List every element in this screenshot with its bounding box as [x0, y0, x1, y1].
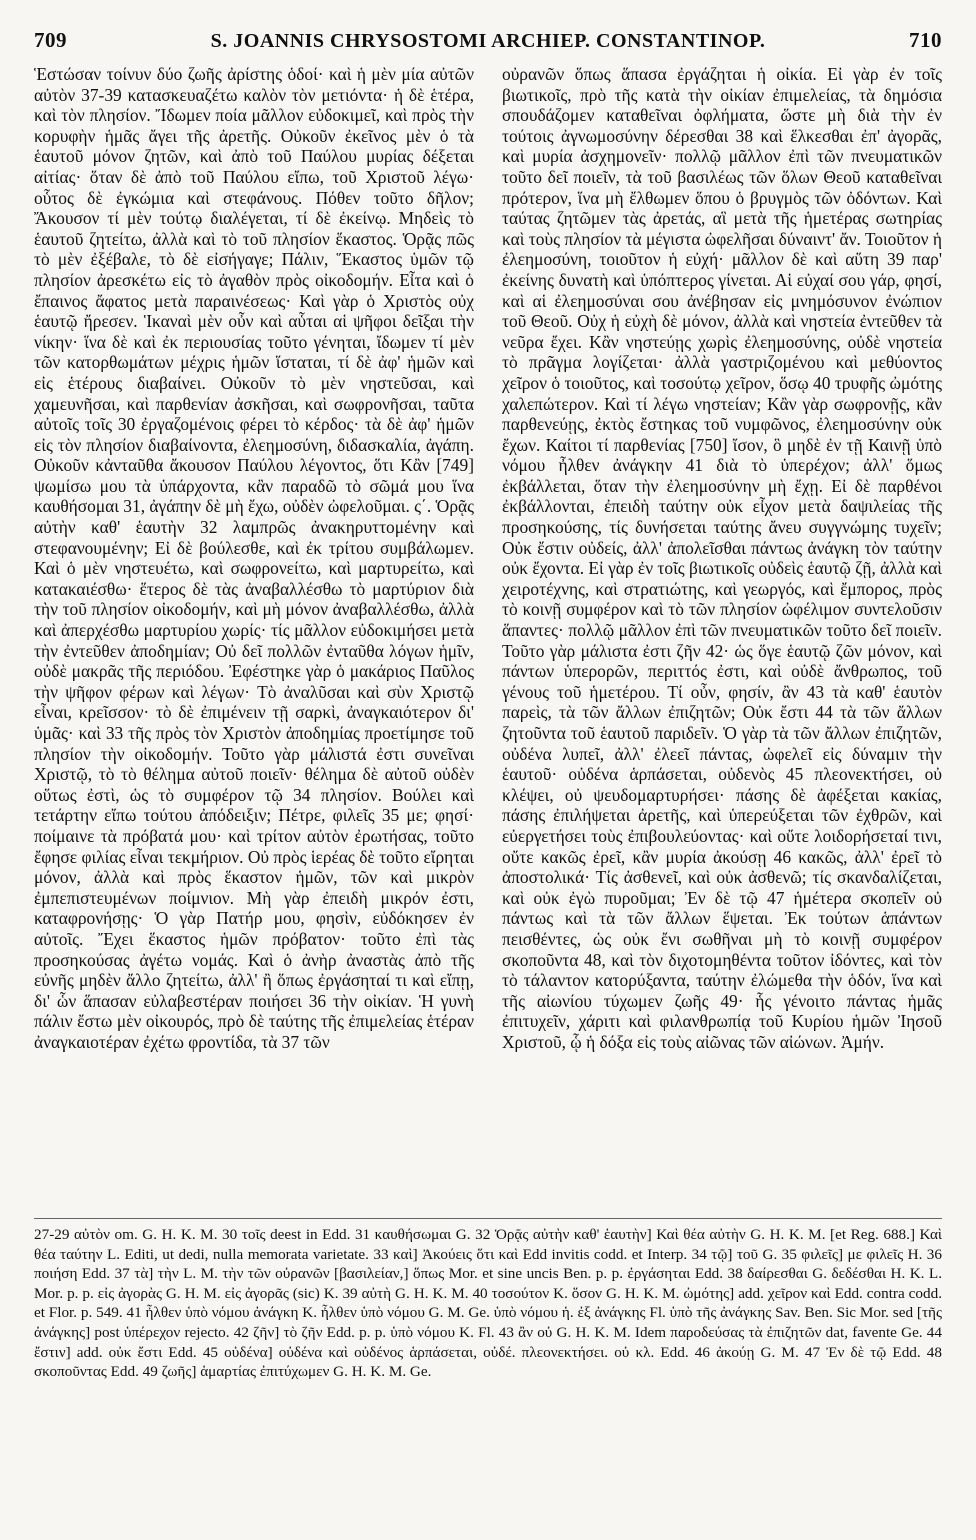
- column-right: [502, 64, 942, 1216]
- running-title: S. JOANNIS CHRYSOSTOMI ARCHIEP. CONSTANTINOP.: [210, 30, 766, 52]
- column-right-text: οὐρανῶν ὅπως ἅπασα ἐργάζηται ἡ οἰκία. Εἰ γὰρ ἐν τοῖς βιωτικοῖς, πρὸ τῆς κατὰ τὴν οἰκίαν ἐπιμελείας, τὰ δημόσια σπουδάζομεν καταθεῖναι ὀφλήματα, ὥστε μὴ διὰ τὴν ἐν τούτοις ἀγνωμοσύνην δέρεσθαι 38 καὶ ἕλκεσθαι ἐπ' ἀγορᾶς, καὶ μυρία ἀσχημονεῖν· πολλῷ μᾶλλον ἐπὶ τῶν πνευματικῶν τοῦτο δεῖ ποιεῖν, τὰ τοῦ βασιλέως τῶν ὅλων Θεοῦ καταθεῖναι πρότερον, ἵνα μὴ ἔλθωμεν ὅπου ὁ βρυγμὸς τῶν ὀδόντων. Καὶ ταύτας ζητῶμεν τὰς ἀρετάς, αἳ μετὰ τῆς ἡμετέρας σωτηρίας καὶ τοὺς πλησίον τὰ μέγιστα ὠφελῆσαι δύναιντ' ἄν. Τοιοῦτον ἡ ἐλεημοσύνη, τοιοῦτον ἡ εὐχή· μᾶλλον δὲ καὶ αὕτη 39 παρ' ἐκείνης δυνατὴ καὶ ὑπόπτερος γίνεται. Αἱ εὐχαί σου γάρ, φησί, καὶ αἱ ἐλεημοσύναι σου ἀνέβησαν εἰς μνημόσυνον ἐνώπιον τοῦ Θεοῦ. Οὐχ ἡ εὐχὴ δὲ μόνον, ἀλλὰ καὶ νηστεία ἐντεῦθεν τὰ νεῦρα ἔχει. Κἂν νηστεύῃς χωρὶς ἐλεημοσύνης, οὐδὲ νηστεία τὸ πρᾶγμα λογίζεται· ἀλλὰ γαστριζομένου καὶ μεθύοντος χεῖρον ὁ τοιοῦτος, καὶ τοσούτῳ χεῖρον, ὅσῳ 40 τρυφῆς ὠμότης χαλεπώτερον. Καὶ τί λέγω νηστείαν; Κἂν γὰρ σωφρονῇς, κἂν παρθενεύῃς, ἐκτὸς ἔστηκας τοῦ νυμφῶνος, ἐλεημοσύνην οὐκ ἔχων. Καίτοι τί παρθενίας [750] ἴσον, ὃ μηδὲ ἐν τῇ Καινῇ ὑπὸ νόμου ἦλθεν ἀνάγκην 41 διὰ τὸ ὑπερέχον; ἀλλ' ὅμως ἐκβάλλεται, ὅταν τὴν ἐλεημοσύνην μὴ ἔχῃ. Εἰ δὲ παρθένοι ἐκβάλλονται, ἐπειδὴ ταύτην οὐκ εἶχον μετὰ δαψιλείας τῆς προσηκούσης, τίς δυνήσεται ταύτης ἄνευ συγγνώμης τυχεῖν; Οὐκ ἔστιν οὐδείς, ἀλλ' ἀπολεῖσθαι πάντως ἀνάγκη τὸν ταύτην οὐκ ἔχοντα. Εἰ γὰρ ἐν τοῖς βιωτικοῖς οὐδεὶς ἑαυτῷ ζῇ, ἀλλὰ καὶ χειροτέχνης, καὶ στρατιώτης, καὶ γεωργός, καὶ ἔμπορος, πρὸς τὸ κοινῇ συμφέρον καὶ τὸ τῶν πλησίον ὠφέλιμον συντελοῦσιν ἅπαντες· πολλῷ μᾶλλον ἐπὶ τῶν πνευματικῶν τοῦτο δεῖ ποιεῖν. Τοῦτο γὰρ μάλιστα ἐστι ζῆν 42· ὡς ὅγε ἑαυτῷ ζῶν μόνον, καὶ πάντων ὑπερορῶν, περιττός ἐστι, καὶ οὐδὲ ἄνθρωπος, τοῦ γένους τοῦ ἡμετέρου. Τί οὖν, φησίν, ἂν 43 τὰ καθ' ἑαυτὸν παρεὶς, τὰ τῶν ἄλλων ἐπιζητῶν; Οὐκ ἔστι 44 τὰ τῶν ἄλλων ζητοῦντα τοῦ ἑαυτοῦ παριδεῖν. Ὁ γὰρ τὰ τῶν ἄλλων ἐπιζητῶν, οὐδένα λυπεῖ, ἀλλ' ἐλεεῖ πάντας, ὠφελεῖ εἰς δύναμιν τὴν ἑαυτοῦ· οὐδένα ἁρπάσεται, οὐδενὸς 45 πλεονεκτήσει, οὐ κλέψει, οὐ ψευδομαρτυρήσει· πάσης δὲ ἀφέξεται κακίας, πάσης ἐπιλήψεται ἀρετῆς, καὶ ὑπερεύξεται τῶν ἐχθρῶν, καὶ εὐεργετήσει τοὺς ἐπιβουλεύοντας· καὶ οὔτε λοιδορήσεταί τινι, οὔτε κακῶς ἐρεῖ, κἂν μυρία ἀκούσῃ 46 κακῶς, ἀλλ' ἐρεῖ τὸ ἀποστολικά· Τίς ἀσθενεῖ, καὶ οὐκ ἀσθενῶ; τίς σκανδαλίζεται, καὶ οὐκ ἐγὼ πυροῦμαι; Ἐν δὲ τῷ 47 ἡμέτερα σκοπεῖν οὐ πάντως καὶ τὰ τῶν ἄλλων ἕψεται. Ἐκ τούτων ἁπάντων πεισθέντες, ὡς οὐκ ἔνι σωθῆναι μὴ τὸ κοινῇ συμφέρον σκοποῦντα 48, καὶ τὸν διχοτομηθέντα τοῦτον ἰδόντες, καὶ τὸν τὸ τάλαντον κατορύξαντα, ταύτην ἐλώμεθα τὴν ὁδόν, ἵνα καὶ τῆς αἰωνίου τύχωμεν ζωῆς 49· ἧς γένοιτο πάντας ἡμᾶς ἐπιτυχεῖν, χάριτι καὶ φιλανθρωπίᾳ τοῦ Κυρίου ἡμῶν Ἰησοῦ Χριστοῦ, ᾧ ἡ δόξα εἰς τοὺς αἰῶνας τῶν αἰώνων. Ἀμήν.: [502, 64, 942, 1052]
- running-header: [34, 28, 942, 64]
- footnotes: [34, 1225, 942, 1473]
- page-number-left: 709: [34, 28, 67, 52]
- column-left-text: Ἑστώσαν τοίνυν δύο ζωῆς ἀρίστης ὁδοί· καὶ ἡ μὲν μία αὐτῶν αὐτὸν 37-39 κατασκευαζέτω καλὸν τὸν μετιόντα· ἡ δὲ ἑτέρα, καὶ τὸν πλησίον. Ἴδωμεν ποία μᾶλλον εὐδοκιμεῖ, καὶ πρὸς τὴν κορυφὴν ἡμᾶς ἄγει τῆς ἀρετῆς. Οὐκοῦν ἐκεῖνος μὲν ὁ τὰ ἑαυτοῦ μόνον ζητῶν, καὶ ἀπὸ τοῦ Παύλου μυρίας δέξεται αἰτίας· ὅταν δὲ ἀπὸ τοῦ Παύλου εἴπω, τοῦ Χριστοῦ λέγω· οὗτος δὲ ἐγκώμια καὶ στεφάνους. Πόθεν τοῦτο δῆλον; Ἄκουσον τί μὲν τούτῳ διαλέγεται, τί δὲ ἐκείνῳ. Μηδεὶς τὸ ἑαυτοῦ ζητείτω, ἀλλὰ καὶ τὸ τοῦ πλησίον ἕκαστος. Ὁρᾷς πῶς τὸ μὲν ἐξέβαλε, τὸ δὲ εἰσήγαγε; Πάλιν, Ἕκαστος ὑμῶν τῷ πλησίον ἀρεσκέτω εἰς τὸ ἀγαθὸν πρὸς οἰκοδομήν. Εἶτα καὶ ὁ ἔπαινος ἄφατος μετὰ παραινέσεως· Καὶ γὰρ ὁ Χριστὸς οὐχ ἑαυτῷ ἤρεσεν. Ἱκαναὶ μὲν οὖν καὶ αὗται αἱ ψῆφοι δεῖξαι τὴν νίκην· ἵνα δὲ καὶ ἐκ περιουσίας τοῦτο γένηται, ἴδωμεν τί μὲν τῶν κατορθωμάτων μέχρις ἡμῶν ἵσταται, τί δὲ ἀφ' ἡμῶν καὶ εἰς ἑτέρους διαβαίνει. Οὐκοῦν τὸ μὲν νηστεῦσαι, καὶ χαμευνῆσαι, καὶ παρθενίαν ἀσκῆσαι, καὶ σωφρονῆσαι, ταῦτα αὐτοῖς τοῖς 30 ἐργαζομένοις φέρει τὸ κέρδος· τὰ δὲ ἀφ' ἡμῶν εἰς τὸν πλησίον διαβαίνοντα, ἐλεημοσύνη, διδασκαλία, ἀγάπη. Οὐκοῦν κἀνταῦθα ἄκουσον Παύλου λέγοντος, ὅτι Κἂν [749] ψωμίσω μου τὰ ὑπάρχοντα, κἂν παραδῶ τὸ σῶμά μου ἵνα καυθήσομαι 31, ἀγάπην δὲ μὴ ἔχω, οὐδὲν ὠφελοῦμαι. ς΄. Ὁρᾷς αὐτὴν καθ' ἑαυτὴν 32 λαμπρῶς ἀνακηρυττομένην καὶ στεφανουμένην; Εἰ δὲ βούλεσθε, καὶ ἐκ τρίτου συμβάλωμεν. Καὶ ὁ μὲν νηστευέτω, καὶ σωφρονείτω, καὶ μαρτυρείτω, καὶ κατακαιέσθω· ἕτερος δὲ τὰς ἀναβαλλέσθω τὸ μαρτύριον διὰ τὴν τοῦ πλησίον οἰκοδομήν, καὶ μὴ μόνον ἀναβαλλέσθω, ἀλλὰ καὶ ἀπερχέσθω μαρτυρίου χωρίς· τίς μᾶλλον εὐδοκιμήσει μετὰ τὴν ἐντεῦθεν ἀποδημίαν; Οὐ δεῖ πολλῶν ἐνταῦθα λόγων ἡμῖν, οὐδὲ μακρᾶς τῆς περιόδου. Ἐφέστηκε γὰρ ὁ μακάριος Παῦλος τὴν ψῆφον φέρων καὶ λέγων· Τὸ ἀναλῦσαι καὶ σὺν Χριστῷ εἶναι, κρεῖσσον· τὸ δὲ ἐπιμένειν τῇ σαρκὶ, ἀναγκαιότερον δι' ὑμᾶς· καὶ 33 τῆς πρὸς τὸν Χριστὸν ἀποδημίας προετίμησε τοῦ πλησίον τὴν οἰκοδομήν. Τοῦτο γὰρ μάλιστά ἐστι συνεῖναι Χριστῷ, τὸ τὸ θέλημα αὐτοῦ ποιεῖν· θέλημα δὲ αὐτοῦ οὐδὲν οὕτως ἐστὶ, ὡς τὸ συμφέρον τῷ 34 πλησίον. Βούλει καὶ τετάρτην εἴπω τούτου ἀπόδειξιν; Πέτρε, φιλεῖς 35 με; φησί· ποίμαινε τὰ πρόβατά μου· καὶ τρίτον αὐτὸν ἐρωτήσας, τοῦτο ἔφησε φιλίας εἶναι τεκμήριον. Οὐ πρὸς ἱερέας δὲ τοῦτο εἴρηται μόνον, ἀλλὰ καὶ πρὸς ἕκαστον ἡμῶν, τῶν καὶ μικρὸν ἐμπεπιστευμένων ποίμνιον. Μὴ γὰρ ἐπειδὴ μικρόν ἐστι, καταφρονήσῃς· Ὁ γὰρ Πατήρ μου, φησὶν, εὐδόκησεν ἐν αὐτοῖς. Ἔχει ἕκαστος ἡμῶν πρόβατον· τοῦτο ἐπὶ τὰς προσηκούσας ἀγέτω νομάς. Καὶ ὁ ἀνὴρ ἀναστὰς ἀπὸ τῆς εὐνῆς μηδὲν ἄλλο ζητείτω, ἀλλ' ἢ ὅπως ἐργάσηταί τι καὶ εἴπῃ, δι' ὧν ἅπασαν εὐλαβεστέραν ποιήσει 36 τὴν οἰκίαν. Ἡ γυνὴ πάλιν ἔστω μὲν οἰκουρός, πρὸ δὲ ταύτης τῆς ἐπιμελείας ἑτέραν ἀναγκαιοτέραν ἐχέτω φροντίδα, τὰ 37 τῶν: [34, 64, 474, 1052]
- text-columns: [34, 64, 942, 1216]
- page-number-right: 710: [908, 28, 942, 52]
- footnotes-text: 27-29 αὐτὸν om. G. H. K. M. 30 τοῖς deest in Edd. 31 καυθήσωμαι G. 32 Ὁρᾷς αὐτὴν καθ' ἑαυτὴν] Καὶ θέα αὐτὴν G. H. K. M. [et Reg. 688.] Καὶ θέα ταύτην L. Editi, ut dedi, nulla memorata varietate. 33 καὶ] Ἀκούεις ὅτι καὶ Edd invitis codd. et Interp. 34 τῷ] τοῦ G. 35 φιλεῖς] με φιλεῖς H. 36 ποιήση Edd. 37 τὰ] τὴν L. M. τὴν τῶν οὐρανῶν [βασιλείαν,] ὅπως Mor. et sine uncis Ben. p. p. ἐργάσηται Edd. 38 δαίρεσθαι G. δεδέσθαι H. K. L. Mor. p. p. εἰς ἀγορὰς G. H. M. εἰς ἀγορᾶς (sic) K. 39 αὐτὴ G. H. K. M. 40 τοσούτον K. ὅσον G. H. K. M. ὠμότης] add. χεῖρον καὶ Edd. contra codd. et Flor. p. 549. 41 ἦλθεν ὑπὸ νόμου ἀνάγκη K. ἦλθεν ὑπὸ νόμου G. M. Ge. ὑπὸ νόμου ἡ. ἐξ ἀνάγκης Fl. ὑπὸ τῆς ἀνάγκης Sav. Ben. Sic Mor. sed [τῆς ἀνάγκης] post ὑπέρεχον rejecto. 42 ζῆν] τὸ ζῆν Edd. p. p. ὑπὸ νόμου K. Fl. 43 ἂν οὐ G. H. K. M. Idem παροδεύσας τὰ ἐπιζητῶν dat, favente Ge. 44 ἔστιν] add. οὐκ ἔστι Edd. 45 οὐδένα] οὐδένα καὶ οὐδένος ἁρπάσεται, οὐδέ. πλεονεκτήσει. οὐ κλ. Edd. 46 ἀκούῃ G. M. 47 Ἐν δὲ τῷ Edd. 48 σκοποῦντας Edd. 49 ζωῆς] ἁμαρτίας ἐπιτύχωμεν G. H. K. M. Ge.: [34, 1226, 942, 1381]
- column-left: [34, 64, 474, 1216]
- footnote-divider: [34, 1218, 942, 1219]
